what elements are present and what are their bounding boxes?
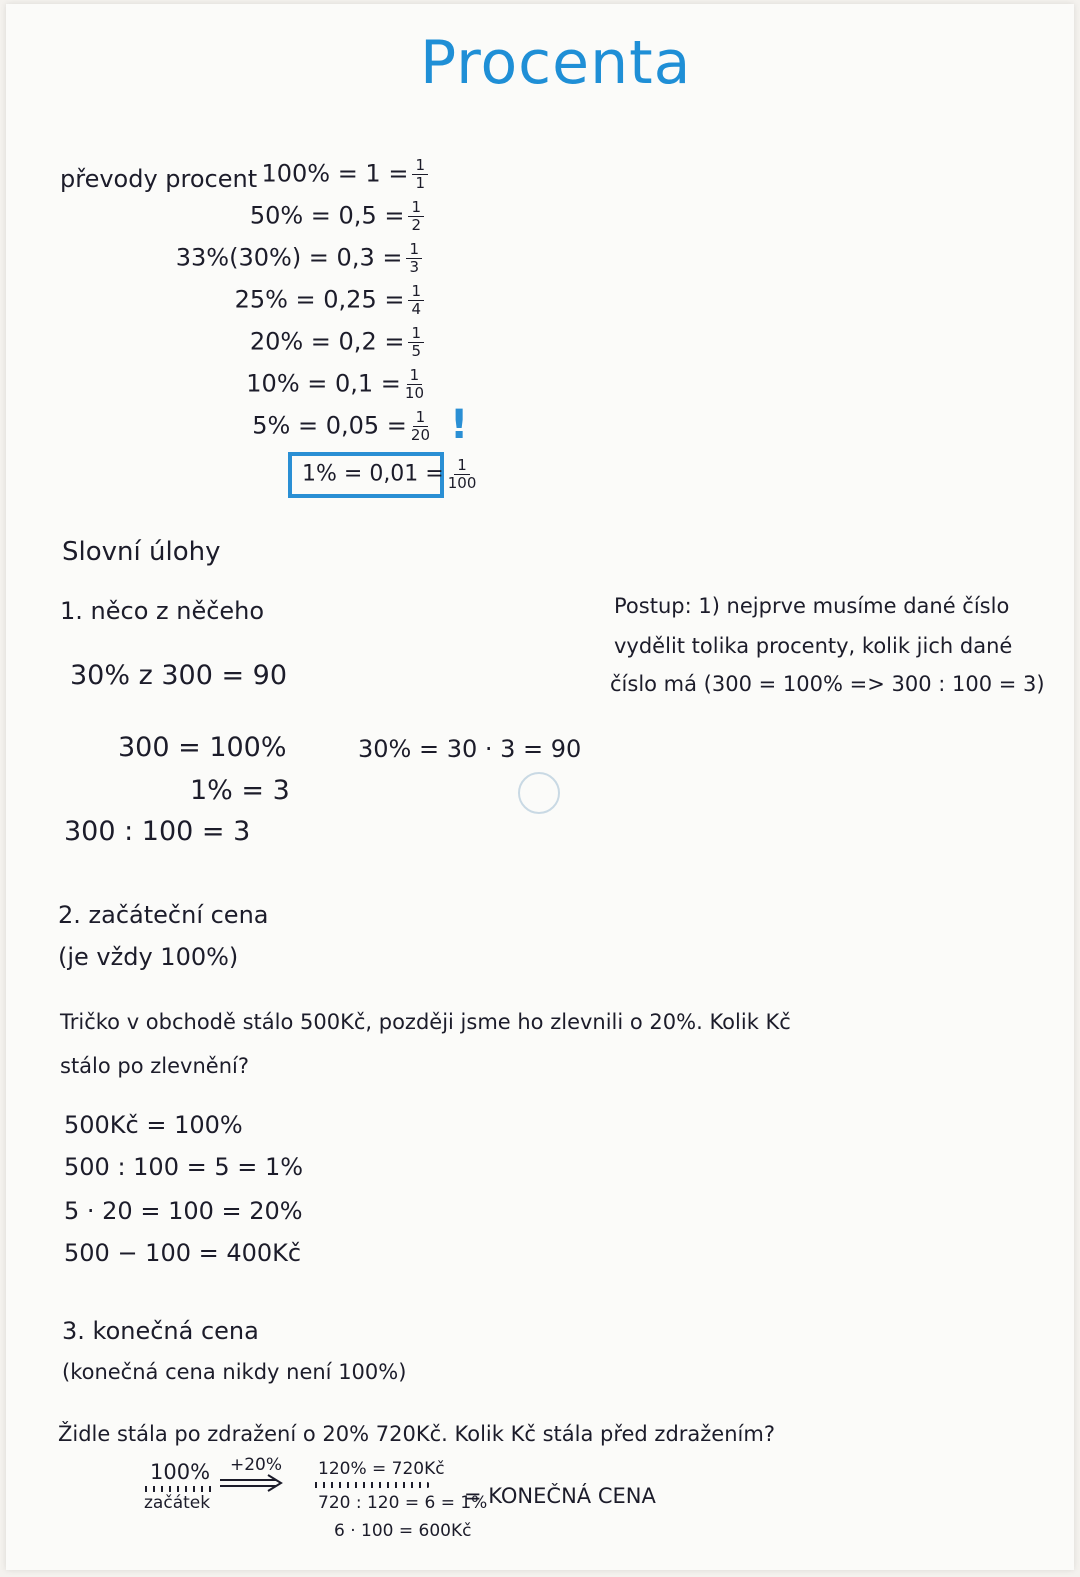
task1-line-2: 1% = 3: [190, 775, 290, 806]
conversion-row: [176, 242, 422, 275]
fraction: $\frac{1}{5}$: [408, 326, 424, 359]
conversion-value: 25% = 0,25 =: [234, 285, 405, 314]
fraction: $\frac{1}{1}$: [412, 158, 428, 191]
fraction: $\frac{1}{4}$: [408, 284, 424, 317]
fraction: $\frac{1}{20}$: [410, 408, 430, 444]
task1-side-calc: 30% = 30 · 3 = 90: [358, 735, 582, 763]
conversion-row: [250, 326, 424, 359]
task1-heading: 1. něco z něčeho: [60, 597, 265, 625]
task1-line-1: 300 = 100%: [118, 732, 287, 763]
method-line-2: vydělit tolika procenty, kolik jich dané: [614, 634, 1013, 658]
conversion-row: [252, 410, 430, 443]
conversion-row: [250, 200, 424, 233]
double-arrow-icon: [218, 1474, 284, 1492]
task2-note: (je vždy 100%): [58, 943, 239, 971]
task3-calc-line-3: 6 · 100 = 600Kč: [334, 1521, 472, 1541]
task1-line-3: 300 : 100 = 3: [64, 816, 251, 847]
task3-heading: 3. konečná cena: [62, 1317, 259, 1345]
task3-start-label: začátek: [144, 1493, 211, 1513]
fraction: $\frac{1}{3}$: [406, 242, 422, 275]
start-wavy-underline: [142, 1486, 216, 1492]
task3-note: (konečná cena nikdy není 100%): [62, 1360, 407, 1384]
exclamation-mark: !: [450, 402, 469, 448]
task3-calc-line-2: 720 : 120 = 6 = 1%: [318, 1493, 488, 1513]
task2-line-4: 500 − 100 = 400Kč: [64, 1239, 302, 1267]
page-title: Procenta: [420, 28, 692, 98]
conversion-row-1-percent: 1% = 0,01 = $\frac{1}{100}$: [302, 456, 477, 492]
calc-wavy-underline: [312, 1482, 430, 1488]
fraction: $\frac{1}{2}$: [408, 200, 424, 233]
conversion-value: 10% = 0,1 =: [246, 369, 401, 398]
conversion-value: 33%(30%) = 0,3 =: [175, 243, 403, 272]
word-problems-heading: Slovní úlohy: [62, 537, 221, 567]
conversion-value: 5% = 0,05 =: [252, 411, 407, 440]
task1-example: 30% z 300 = 90: [70, 660, 288, 691]
faint-circle-mark: [518, 772, 560, 814]
task3-problem: Židle stála po zdražení o 20% 720Kč. Kolik Kč stála před zdražením?: [58, 1422, 775, 1446]
task3-start-value: 100%: [150, 1460, 211, 1484]
method-line-3: číslo má (300 = 100% => 300 : 100 = 3): [610, 672, 1045, 696]
task3-final-label: = KONEČNÁ CENA: [464, 1484, 656, 1508]
task2-line-3: 5 · 20 = 100 = 20%: [64, 1197, 303, 1225]
task3-arrow-label: +20%: [230, 1455, 283, 1475]
conversion-row: [261, 158, 428, 191]
conversions-label: převody procent: [60, 165, 258, 193]
task2-problem-line-2: stálo po zlevnění?: [60, 1054, 249, 1078]
method-line-1: Postup: 1) nejprve musíme dané číslo: [614, 594, 1010, 618]
conversion-value: 50% = 0,5 =: [249, 201, 405, 230]
conversion-value: 100% = 1 =: [261, 159, 409, 188]
task2-line-1: 500Kč = 100%: [64, 1111, 243, 1139]
task2-heading: 2. začáteční cena: [58, 901, 269, 929]
conversion-row: [246, 368, 424, 401]
conversion-row: [235, 284, 424, 317]
task2-problem-line-1: Tričko v obchodě stálo 500Kč, později jsme ho zlevnili o 20%. Kolik Kč: [60, 1010, 791, 1034]
conversion-value: 20% = 0,2 =: [249, 327, 405, 356]
task2-line-2: 500 : 100 = 5 = 1%: [64, 1153, 304, 1181]
task3-calc-line-1: 120% = 720Kč: [318, 1459, 445, 1479]
fraction: $\frac{1}{10}$: [404, 366, 424, 402]
